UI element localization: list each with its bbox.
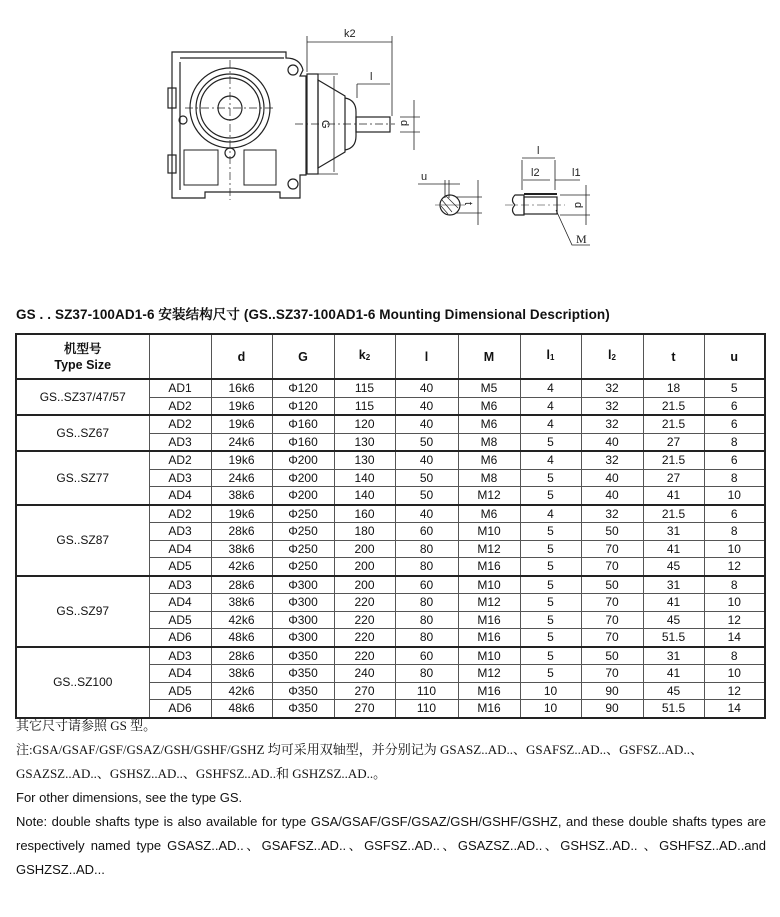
table-cell: 28k6 (211, 576, 272, 594)
table-cell: 270 (334, 682, 395, 700)
table-cell: 19k6 (211, 415, 272, 433)
table-cell: 8 (704, 469, 765, 487)
table-cell: 90 (581, 700, 643, 718)
table-cell: 50 (395, 469, 458, 487)
table-cell: 200 (334, 540, 395, 558)
table-cell: AD2 (149, 505, 211, 523)
label-t: t (462, 202, 474, 206)
type-size-cell: GS..SZ87 (16, 505, 149, 576)
table-cell: 40 (395, 379, 458, 397)
header-G: G (272, 334, 334, 379)
table-cell: 60 (395, 523, 458, 541)
table-cell: 220 (334, 647, 395, 665)
table-cell: 110 (395, 682, 458, 700)
header-u: u (704, 334, 765, 379)
table-cell: 5 (520, 576, 581, 594)
label-l-detail: l (537, 145, 540, 157)
table-cell: 115 (334, 397, 395, 415)
shaft-end-detail (505, 194, 565, 215)
table-cell: Φ200 (272, 469, 334, 487)
table-cell: 21.5 (643, 451, 704, 469)
type-size-cell: GS..SZ97 (16, 576, 149, 647)
table-cell: AD2 (149, 451, 211, 469)
table-cell: 28k6 (211, 523, 272, 541)
table-cell: 41 (643, 487, 704, 505)
table-cell: Φ200 (272, 487, 334, 505)
table-cell: 80 (395, 594, 458, 612)
table-cell: 50 (395, 433, 458, 451)
table-cell: 42k6 (211, 682, 272, 700)
type-size-cell: GS..SZ77 (16, 451, 149, 505)
table-cell: 10 (520, 682, 581, 700)
table-cell: Φ250 (272, 558, 334, 576)
table-cell: 140 (334, 469, 395, 487)
table-cell: 42k6 (211, 611, 272, 629)
header-type-cn: 机型号 (63, 341, 102, 356)
table-cell: 10 (704, 665, 765, 683)
table-cell: AD5 (149, 611, 211, 629)
header-l2-sub: 2 (611, 353, 616, 362)
table-cell: AD3 (149, 647, 211, 665)
table-cell: 200 (334, 558, 395, 576)
table-cell: 19k6 (211, 505, 272, 523)
table-cell: 70 (581, 611, 643, 629)
table-cell: 40 (395, 397, 458, 415)
table-cell: AD6 (149, 700, 211, 718)
table-cell: Φ350 (272, 665, 334, 683)
table-cell: M6 (458, 415, 520, 433)
table-cell: 10 (520, 700, 581, 718)
table-cell: M6 (458, 397, 520, 415)
table-row (16, 415, 765, 433)
table-cell: 48k6 (211, 629, 272, 647)
table-cell: 8 (704, 433, 765, 451)
table-cell: M12 (458, 665, 520, 683)
header-l: l (395, 334, 458, 379)
table-cell: M16 (458, 682, 520, 700)
table-cell: 60 (395, 647, 458, 665)
table-cell: M10 (458, 647, 520, 665)
table-cell: 60 (395, 576, 458, 594)
label-u: u (421, 171, 428, 183)
table-cell: AD5 (149, 558, 211, 576)
table-cell: 240 (334, 665, 395, 683)
table-cell: 120 (334, 415, 395, 433)
section-title: GS . . SZ37-100AD1-6 安装结构尺寸 (GS..SZ37-100AD1-6 Mounting Dimensional Description) (16, 307, 610, 322)
table-cell: 4 (520, 505, 581, 523)
table-cell: Φ250 (272, 540, 334, 558)
table-cell: 5 (520, 558, 581, 576)
type-size-cell: GS..SZ100 (16, 647, 149, 718)
table-cell: M10 (458, 576, 520, 594)
table-cell: 8 (704, 647, 765, 665)
table-cell: 115 (334, 379, 395, 397)
table-cell: 70 (581, 540, 643, 558)
header-variant (149, 334, 211, 379)
table-cell: 4 (520, 379, 581, 397)
table-cell: 130 (334, 451, 395, 469)
table-cell: AD4 (149, 540, 211, 558)
type-size-cell: GS..SZ37/47/57 (16, 379, 149, 415)
table-cell: Φ350 (272, 700, 334, 718)
table-cell: 70 (581, 665, 643, 683)
header-l1 (520, 334, 581, 379)
table-cell: 160 (334, 505, 395, 523)
table-cell: 4 (520, 451, 581, 469)
table-cell: 31 (643, 576, 704, 594)
table-cell: M12 (458, 540, 520, 558)
table-cell: 50 (581, 523, 643, 541)
table-cell: M12 (458, 487, 520, 505)
table-cell: 70 (581, 558, 643, 576)
table-cell: M6 (458, 505, 520, 523)
table-cell: 40 (395, 505, 458, 523)
table-cell: 40 (581, 433, 643, 451)
table-cell: Φ300 (272, 594, 334, 612)
header-l2 (581, 334, 643, 379)
table-cell: Φ160 (272, 415, 334, 433)
technical-drawing (0, 0, 780, 290)
header-k2-main: k (358, 348, 366, 362)
table-cell: 45 (643, 682, 704, 700)
table-cell: 50 (581, 647, 643, 665)
gearbox-body (168, 52, 306, 200)
table-cell: Φ160 (272, 433, 334, 451)
table-cell: 21.5 (643, 415, 704, 433)
table-cell: M5 (458, 379, 520, 397)
table-cell: 32 (581, 415, 643, 433)
table-cell: 5 (520, 629, 581, 647)
table-cell: Φ250 (272, 523, 334, 541)
table-cell: 32 (581, 451, 643, 469)
table-cell: 24k6 (211, 469, 272, 487)
table-cell: AD3 (149, 576, 211, 594)
table-cell: Φ300 (272, 576, 334, 594)
table-cell: 5 (520, 665, 581, 683)
table-cell: 220 (334, 629, 395, 647)
table-cell: AD6 (149, 629, 211, 647)
table-cell: Φ250 (272, 505, 334, 523)
motor-flange (295, 74, 395, 174)
label-l2: l2 (531, 167, 540, 179)
table-row (16, 451, 765, 469)
table-cell: Φ120 (272, 397, 334, 415)
table-row (16, 647, 765, 665)
table-cell: 12 (704, 611, 765, 629)
table-cell: 6 (704, 397, 765, 415)
table-cell: 5 (520, 540, 581, 558)
table-cell: 51.5 (643, 700, 704, 718)
table-cell: 38k6 (211, 594, 272, 612)
table-cell: 50 (395, 487, 458, 505)
table-cell: 70 (581, 629, 643, 647)
table-cell: 32 (581, 397, 643, 415)
table-cell: 80 (395, 558, 458, 576)
note-en-2: Note: double shafts type is also available for type GSA/GSAF/GSF/GSAZ/GSH/GSHF/GSHZ, and these double shafts types are respectively named type GSASZ..AD..、GSAFSZ..AD..、GSFSZ..AD..、GSAZSZ..AD..、GSHSZ..AD.. 、GSHFSZ..AD..and GSHZSZ..AD... (16, 814, 766, 877)
table-cell: 6 (704, 415, 765, 433)
table-cell: 41 (643, 540, 704, 558)
table-cell: 5 (520, 523, 581, 541)
table-cell: AD5 (149, 682, 211, 700)
table-cell: Φ120 (272, 379, 334, 397)
table-cell: 48k6 (211, 700, 272, 718)
table-cell: 28k6 (211, 647, 272, 665)
table-cell: M6 (458, 451, 520, 469)
shaft-section (435, 195, 465, 215)
header-k2-sub: 2 (365, 353, 371, 362)
label-l: l (370, 71, 373, 83)
table-cell: 12 (704, 558, 765, 576)
table-header-row (16, 334, 765, 379)
table-cell: 31 (643, 523, 704, 541)
table-cell: 41 (643, 665, 704, 683)
table-cell: 50 (581, 576, 643, 594)
table-cell: AD4 (149, 594, 211, 612)
table-cell: 38k6 (211, 540, 272, 558)
table-cell: 10 (704, 487, 765, 505)
dimension-table (15, 333, 766, 719)
table-cell: AD3 (149, 523, 211, 541)
header-d: d (211, 334, 272, 379)
table-cell: 5 (520, 469, 581, 487)
table-cell: 14 (704, 629, 765, 647)
table-cell: M12 (458, 594, 520, 612)
table-cell: 8 (704, 576, 765, 594)
note-cn-2: 注:GSA/GSAF/GSF/GSAZ/GSH/GSHF/GSHZ 均可采用双轴型，并分别记为 GSASZ..AD..、GSAFSZ..AD..、GSFSZ..AD..、GSAZSZ..AD..、GSHSZ..AD..、GSHFSZ..AD..和 GSHZSZ..AD..。 (16, 742, 703, 781)
table-cell: Φ350 (272, 682, 334, 700)
table-cell: 270 (334, 700, 395, 718)
table-cell: 41 (643, 594, 704, 612)
table-cell: 90 (581, 682, 643, 700)
notes (16, 714, 766, 882)
table-cell: 40 (581, 469, 643, 487)
note-cn-1: 其它尺寸请参照 GS 型。 (16, 718, 157, 733)
header-M: M (458, 334, 520, 379)
table-row (16, 576, 765, 594)
table-cell: 10 (704, 540, 765, 558)
label-d-detail: d (572, 202, 584, 209)
table-cell: M16 (458, 700, 520, 718)
table-cell: 40 (395, 451, 458, 469)
table-cell: 32 (581, 505, 643, 523)
table-cell: 27 (643, 433, 704, 451)
table-cell: Φ300 (272, 629, 334, 647)
table-cell: 4 (520, 415, 581, 433)
table-cell: 140 (334, 487, 395, 505)
table-cell: 19k6 (211, 451, 272, 469)
table-cell: 38k6 (211, 487, 272, 505)
table-cell: 16k6 (211, 379, 272, 397)
table-cell: 80 (395, 540, 458, 558)
header-l2-main: l (608, 348, 612, 362)
table-cell: 80 (395, 629, 458, 647)
table-cell: 12 (704, 682, 765, 700)
table-cell: 220 (334, 611, 395, 629)
table-cell: 130 (334, 433, 395, 451)
table-cell: M16 (458, 558, 520, 576)
table-cell: 27 (643, 469, 704, 487)
header-t: t (643, 334, 704, 379)
table-cell: 180 (334, 523, 395, 541)
table-cell: 45 (643, 558, 704, 576)
label-l1: l1 (572, 167, 581, 179)
table-cell: M8 (458, 469, 520, 487)
table-cell: 45 (643, 611, 704, 629)
table-cell: 5 (520, 594, 581, 612)
table-cell: 80 (395, 611, 458, 629)
table-cell: AD2 (149, 397, 211, 415)
label-k2: k2 (344, 28, 356, 40)
table-cell: 80 (395, 665, 458, 683)
table-cell: M16 (458, 629, 520, 647)
table-cell: 5 (520, 647, 581, 665)
table-cell: 70 (581, 594, 643, 612)
table-cell: 40 (581, 487, 643, 505)
table-cell: AD3 (149, 469, 211, 487)
table-cell: 42k6 (211, 558, 272, 576)
table-cell: 18 (643, 379, 704, 397)
table-cell: Φ350 (272, 647, 334, 665)
header-l1-sub: 1 (550, 353, 555, 362)
table-cell: 5 (520, 487, 581, 505)
table-cell: AD3 (149, 433, 211, 451)
table-cell: 8 (704, 523, 765, 541)
label-G: G (319, 120, 331, 129)
table-cell: AD1 (149, 379, 211, 397)
header-l1-main: l (546, 348, 551, 362)
table-cell: 31 (643, 647, 704, 665)
table-cell: AD2 (149, 415, 211, 433)
type-size-cell: GS..SZ67 (16, 415, 149, 451)
table-row (16, 379, 765, 397)
table-cell: 110 (395, 700, 458, 718)
table-cell: 32 (581, 379, 643, 397)
table-row (16, 505, 765, 523)
table-cell: AD4 (149, 487, 211, 505)
label-M: M (576, 232, 587, 246)
table-cell: 5 (520, 433, 581, 451)
table-cell: 51.5 (643, 629, 704, 647)
table-cell: 10 (704, 594, 765, 612)
table-cell: AD4 (149, 665, 211, 683)
table-cell: Φ300 (272, 611, 334, 629)
table-cell: 21.5 (643, 505, 704, 523)
table-cell: 4 (520, 397, 581, 415)
table-cell: 38k6 (211, 665, 272, 683)
table-cell: 19k6 (211, 397, 272, 415)
table-cell: 6 (704, 505, 765, 523)
table-cell: 5 (704, 379, 765, 397)
header-type-en: Type Size (54, 357, 112, 372)
header-type-size (16, 334, 149, 379)
note-en-1: For other dimensions, see the type GS. (16, 790, 243, 805)
table-cell: M8 (458, 433, 520, 451)
table-cell: M10 (458, 523, 520, 541)
table-cell: 6 (704, 451, 765, 469)
table-cell: 24k6 (211, 433, 272, 451)
table-cell: 5 (520, 611, 581, 629)
table-cell: 40 (395, 415, 458, 433)
table-cell: 21.5 (643, 397, 704, 415)
label-d: d (398, 120, 410, 127)
table-cell: M16 (458, 611, 520, 629)
table-cell: 200 (334, 576, 395, 594)
table-cell: 14 (704, 700, 765, 718)
table-cell: 220 (334, 594, 395, 612)
table-cell: Φ200 (272, 451, 334, 469)
header-k2 (334, 334, 395, 379)
